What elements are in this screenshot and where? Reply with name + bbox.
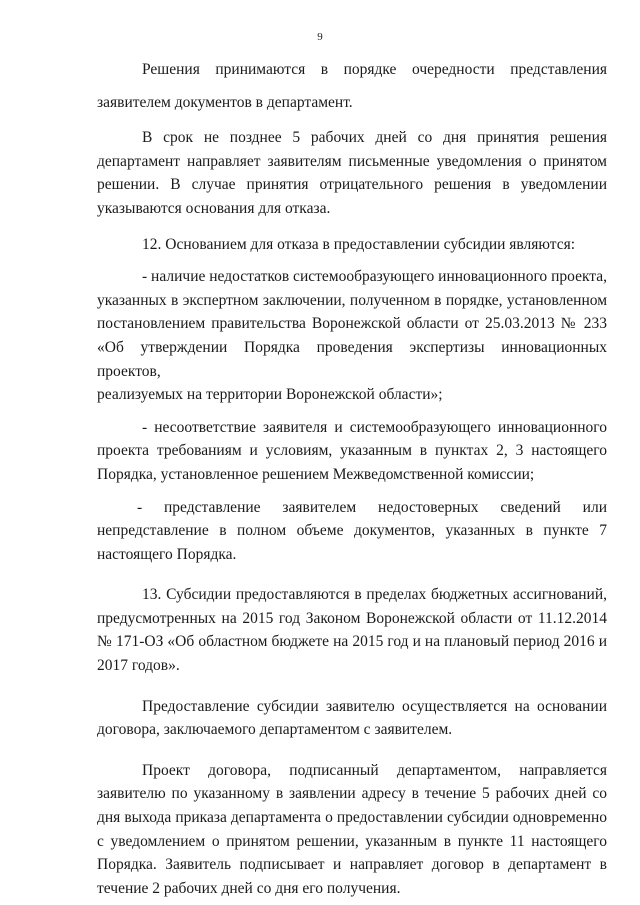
paragraph-decisions: Решения принимаются в порядке очередности представления	[142, 61, 607, 78]
paragraph-notification-term-end: указываются основания для отказа.	[97, 199, 331, 217]
list-item-expert-shortcomings: - наличие недостатков системообразующего инновационного проекта, указанных в экспертном заключении, полученном в порядке, установленном постановлением правительства Воронежской области от 25.03.2013 № 233 «Об утверждении Порядка проведения экспертизы инновационных проектов,	[97, 268, 607, 380]
list-item-expert-shortcomings-end: реализуемых на территории Воронежской области»;	[97, 386, 443, 404]
paragraph-13-budget: 13. Субсидии предоставляются в пределах бюджетных ассигнований, предусмотренных на 2015 год Законом Воронежской области от 11.12.2014 № 171-ОЗ «Об областном бюджете на 2015 год и на плановый период 2016 и	[97, 586, 607, 651]
paragraph-13-budget-end: 2017 годов».	[97, 657, 180, 675]
list-item-false-information-end: настоящего Порядка.	[97, 545, 237, 563]
paragraph-12-refusal-grounds: 12. Основанием для отказа в предоставлении субсидии являются:	[142, 235, 576, 253]
paragraph-subsidy-agreement: Предоставление субсидии заявителю осуществляется на основании	[142, 697, 607, 715]
list-item-nonconformity: - несоответствие заявителя и системообразующего инновационного проекта требованиям и условиям, указанным в пунктах 2, 3 настоящего	[97, 418, 607, 460]
paragraph-decisions-end: заявителем документов в департамент.	[97, 93, 353, 111]
paragraph-draft-agreement: Проект договора, подписанный департаментом, направляется заявителю по указанному в заявлении адресу в течение 5 рабочих дней со дня выхода приказа департамента о предоставлении субсидии одновременно с уведомлением о принятом решении, указанным в пункте 11 настоящего Порядка. Заявитель подписывает и направляет договор в департамент в	[97, 761, 607, 874]
paragraph-draft-agreement-end: течение 2 рабочих дней со дня его получения.	[97, 879, 401, 897]
list-item-nonconformity-end: Порядка, установленное решением Межведомственной комиссии;	[97, 465, 535, 483]
paragraph-notification-term: В срок не позднее 5 рабочих дней со дня принятия решения департамент направляет заявителям письменные уведомления о принятом решении. В случае принятия отрицательного решения в уведомлении	[97, 129, 607, 194]
page-number: 9	[317, 31, 323, 43]
paragraph-subsidy-agreement-end: договора, заключаемого департаментом с заявителем.	[97, 721, 453, 739]
document-body	[97, 58, 607, 900]
list-item-false-information: - представление заявителем недостоверных сведений или непредставление в полном объеме документов, указанных в пункте 7	[97, 498, 607, 540]
